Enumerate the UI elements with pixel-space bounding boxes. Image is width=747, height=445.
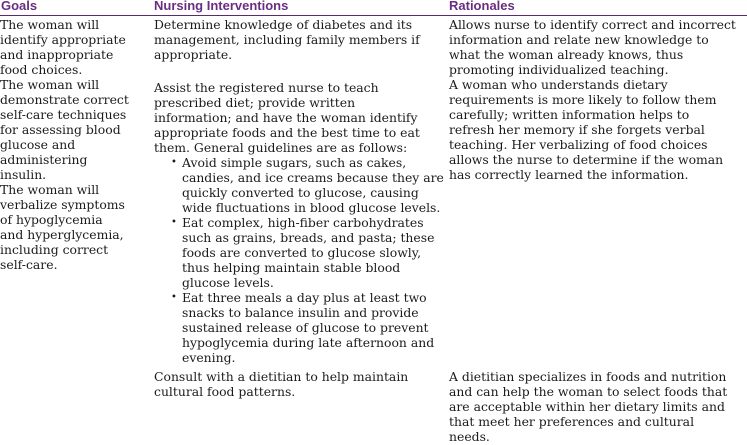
rationale-2-line: refresh her memory if she forgets verbal (449, 122, 705, 137)
goal-1 (0, 17, 129, 77)
guideline-bullet-1 (154, 155, 444, 215)
rationale-2-line: carefully; written information helps to (449, 107, 690, 122)
goals-header: Goals (1, 0, 38, 13)
guideline-line: glucose levels. (182, 275, 274, 290)
rationale-1-line: what the woman already knows, thus (449, 47, 684, 62)
goal-3-line: The woman will (0, 182, 100, 197)
intervention-2-line: them. General guidelines are as follows: (154, 140, 408, 155)
intervention-1 (154, 17, 420, 62)
rationale-2-line: teaching. Her verbalizing of food choices (449, 137, 708, 152)
goal-1-line: The woman will (0, 17, 100, 32)
rationales-header: Rationales (449, 0, 515, 13)
bullet-icon: • (171, 292, 177, 303)
intervention-1-line: Determine knowledge of diabetes and its (154, 17, 413, 32)
goals-column (0, 17, 129, 272)
goal-3 (0, 182, 129, 272)
intervention-2-line: prescribed diet; provide written (154, 95, 356, 110)
rationale-3-line: are acceptable within her dietary limits and (449, 399, 725, 414)
rationale-3-line: and can help the woman to select foods that (449, 384, 728, 399)
rationale-3 (449, 369, 727, 444)
table-header-row (0, 0, 747, 16)
rationale-3-line: that meet her preferences and cultural (449, 414, 695, 429)
goal-1-line: food choices. (0, 62, 83, 77)
guideline-line: snacks to balance insulin and provide (182, 305, 419, 320)
goal-2-line: glucose and (0, 137, 76, 152)
rationale-2-line: A woman who understands dietary (449, 77, 668, 92)
intervention-3 (154, 369, 408, 399)
intervention-1-line: appropriate. (154, 47, 233, 62)
intervention-2-line: information; and have the woman identify (154, 110, 418, 125)
intervention-1-line: management, including family members if (154, 32, 420, 47)
goal-2-line: administering (0, 152, 88, 167)
guideline-bullet-2 (154, 215, 444, 290)
guideline-bullet-3 (154, 290, 444, 365)
interventions-column-third (154, 369, 408, 399)
goal-1-line: and inappropriate (0, 47, 114, 62)
intervention-3-line: Consult with a dietitian to help maintain (154, 369, 409, 384)
guideline-line: sustained release of glucose to prevent (182, 320, 429, 335)
rationale-2 (449, 77, 736, 182)
guideline-line: Avoid simple sugars, such as cakes, (182, 155, 407, 170)
guideline-line: hypoglycemia during late afternoon and (182, 335, 435, 350)
guideline-line: such as grains, breads, and pasta; these (182, 230, 435, 245)
goal-3-line: including correct (0, 242, 109, 257)
bullet-icon: • (171, 217, 177, 228)
intervention-2-line: Assist the registered nurse to teach (154, 80, 379, 95)
goal-2-line: insulin. (0, 167, 47, 182)
guideline-line: wide fluctuations in blood glucose levels. (182, 200, 441, 215)
rationales-column-third (449, 369, 727, 444)
goal-3-line: of hypoglycemia (0, 212, 103, 227)
rationale-2-line: allows the nurse to determine if the woman (449, 152, 724, 167)
rationale-3-line: A dietitian specializes in foods and nutrition (449, 369, 727, 384)
guideline-line: Eat three meals a day plus at least two (182, 290, 427, 305)
guideline-line: foods are converted to glucose slowly, (182, 245, 422, 260)
intervention-2 (154, 80, 444, 155)
guideline-line: candies, and ice creams because they are (182, 170, 444, 185)
goal-1-line: identify appropriate (0, 32, 126, 47)
rationale-1-line: promoting individualized teaching. (449, 62, 669, 77)
rationale-2-line: requirements is more likely to follow them (449, 92, 717, 107)
interventions-column (154, 17, 420, 62)
goal-2 (0, 77, 129, 182)
rationale-2-line: has correctly learned the information. (449, 167, 689, 182)
goal-3-line: self-care. (0, 257, 58, 272)
interventions-column-second (154, 80, 444, 365)
goal-2-line: The woman will (0, 77, 100, 92)
rationale-1-line: Allows nurse to identify correct and incorrect (449, 17, 736, 32)
goal-2-line: for assessing blood (0, 122, 121, 137)
goal-2-line: self-care techniques (0, 107, 127, 122)
guideline-line: evening. (182, 350, 236, 365)
rationales-column (449, 17, 736, 182)
intervention-3-line: cultural food patterns. (154, 384, 296, 399)
rationale-3-line: needs. (449, 429, 490, 444)
rationale-1-line: information and relate new knowledge to (449, 32, 709, 47)
guideline-line: quickly converted to glucose, causing (182, 185, 419, 200)
goal-3-line: and hyperglycemia, (0, 227, 124, 242)
rationale-1 (449, 17, 736, 77)
guideline-line: Eat complex, high-fiber carbohydrates (182, 215, 424, 230)
interventions-header: Nursing Interventions (154, 0, 289, 13)
goal-2-line: demonstrate correct (0, 92, 129, 107)
intervention-2-line: appropriate foods and the best time to eat (154, 125, 420, 140)
goal-3-line: verbalize symptoms (0, 197, 125, 212)
guideline-line: thus helping maintain stable blood (182, 260, 401, 275)
bullet-icon: • (171, 157, 177, 168)
